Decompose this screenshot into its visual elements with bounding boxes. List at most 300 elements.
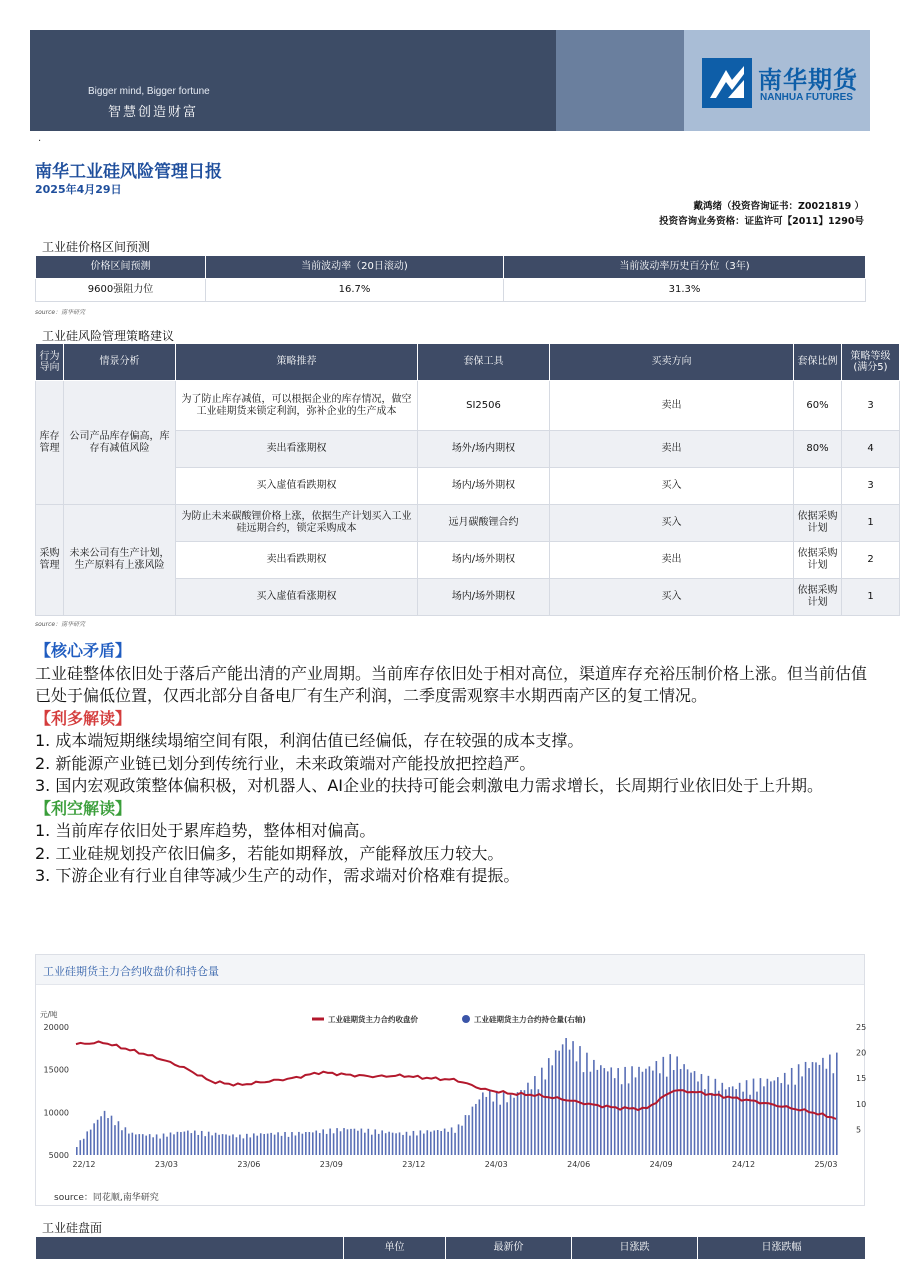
oi-bar: [718, 1091, 720, 1155]
oi-bar: [83, 1139, 85, 1155]
oi-bar: [597, 1070, 599, 1155]
tool-cell: 场内/场外期权: [418, 542, 550, 579]
oi-bar: [388, 1132, 390, 1155]
oi-bar: [694, 1071, 696, 1155]
oi-bar: [90, 1130, 92, 1155]
oi-bar: [548, 1058, 550, 1155]
oi-bar: [361, 1129, 363, 1155]
brand-name-en: NANHUA FUTURES: [760, 92, 853, 103]
oi-bar: [173, 1134, 175, 1155]
bearish-heading: 【利空解读】: [35, 798, 132, 818]
chart-plot: [36, 985, 867, 1185]
bearish-item: 3. 下游企业有行业自律等减少生产的动作，需求端对价格难有提振。: [35, 866, 520, 885]
oi-bar: [305, 1132, 307, 1155]
oi-bar: [340, 1131, 342, 1155]
oi-bar: [749, 1095, 751, 1155]
oi-bar: [409, 1136, 411, 1155]
oi-bar: [121, 1130, 123, 1155]
oi-bar: [371, 1135, 373, 1155]
x-tick-label: 23/03: [154, 1160, 178, 1169]
oi-bar: [603, 1068, 605, 1155]
bullish-item: 3. 国内宏观政策整体偏积极，对机器人、AI企业的扶持可能会刺激电力需求增长，长周期行业依旧处于上升期。: [35, 776, 824, 795]
oi-bar: [79, 1140, 81, 1155]
oi-bar: [704, 1089, 706, 1155]
oi-bar: [610, 1067, 612, 1155]
oi-bar: [631, 1066, 633, 1155]
oi-bar: [357, 1131, 359, 1155]
oi-bar: [93, 1123, 95, 1155]
bearish-item: 1. 当前库存依旧处于累库趋势，整体相对偏高。: [35, 821, 376, 840]
oi-bar: [406, 1132, 408, 1155]
table-header: 策略等级(满分5): [842, 344, 900, 381]
core-heading: 【核心矛盾】: [35, 641, 132, 660]
oi-bar: [499, 1105, 501, 1155]
oi-bar: [635, 1077, 637, 1155]
ratio-cell: [794, 468, 842, 505]
oi-bar: [721, 1083, 723, 1155]
table-cell: 9600强阻力位: [36, 279, 206, 302]
table-header: 最新价: [446, 1237, 572, 1260]
oi-bar: [298, 1132, 300, 1155]
chart-header: [36, 955, 864, 985]
oi-bar: [711, 1093, 713, 1155]
oi-bar: [558, 1051, 560, 1155]
x-tick-label: 25/03: [814, 1160, 838, 1169]
ratio-cell: 80%: [794, 431, 842, 468]
side-cell: 卖出: [550, 542, 794, 579]
oi-bar: [295, 1135, 297, 1155]
oi-bar: [819, 1065, 821, 1155]
table-header: 日涨跌幅: [698, 1237, 866, 1260]
strategy-title: 工业硅风险管理策略建议: [42, 329, 175, 343]
oi-bar: [780, 1083, 782, 1155]
oi-bar: [274, 1135, 276, 1155]
level-cell: 4: [842, 431, 900, 468]
y-axis-unit-label: 元/吨: [40, 1010, 58, 1019]
table-header: 当前波动率历史百分位（3年): [504, 256, 866, 279]
tool-cell: 远月碳酸锂合约: [418, 505, 550, 542]
chart-panel: [35, 954, 865, 1206]
nanhua-logo-icon: [702, 58, 752, 108]
oi-bar: [215, 1133, 217, 1155]
oi-bar: [420, 1130, 422, 1155]
oi-bar: [767, 1079, 769, 1155]
oi-bar: [430, 1132, 432, 1155]
oi-bar: [607, 1071, 609, 1155]
oi-bar: [770, 1081, 772, 1155]
report-title: 南华工业硅风险管理日报: [35, 162, 222, 182]
oi-bar: [118, 1121, 120, 1155]
oi-bar: [503, 1092, 505, 1155]
x-tick-label: 23/06: [237, 1160, 261, 1169]
oi-bar: [433, 1130, 435, 1155]
oi-bar: [260, 1133, 262, 1155]
oi-bar: [829, 1055, 831, 1155]
oi-bar: [364, 1133, 366, 1155]
oi-bar: [291, 1132, 293, 1155]
oi-bar: [239, 1135, 241, 1155]
oi-bar: [475, 1104, 477, 1155]
oi-bar: [76, 1147, 78, 1155]
oi-bar: [288, 1137, 290, 1155]
oi-bar: [392, 1133, 394, 1155]
oi-bar: [427, 1130, 429, 1155]
oi-bar: [784, 1073, 786, 1155]
oi-bar: [86, 1131, 88, 1155]
oi-bar: [680, 1069, 682, 1155]
market-table: [35, 1236, 866, 1260]
analyst-credential: 戴鸿绪（投资咨询证书：Z0021819 ）: [693, 201, 864, 212]
oi-bar: [572, 1041, 574, 1155]
legend-dot-swatch: [462, 1015, 470, 1023]
oi-bar: [576, 1061, 578, 1155]
oi-bar: [628, 1083, 630, 1155]
oi-bar: [538, 1089, 540, 1155]
oi-bar: [145, 1136, 147, 1155]
side-cell: 卖出: [550, 431, 794, 468]
x-tick-label: 24/09: [649, 1160, 673, 1169]
report-date: 2025年4月29日: [35, 183, 122, 196]
oi-bar: [649, 1066, 651, 1155]
table-header: 买卖方向: [550, 344, 794, 381]
strategy-cell: 为了防止库存减值，可以根据企业的库存情况，做空工业硅期货来锁定利润，弥补企业的生产成本: [176, 381, 418, 431]
banner-stripe-mid: [556, 30, 684, 131]
oi-bar: [281, 1136, 283, 1155]
report-banner: [30, 30, 870, 131]
oi-bar: [267, 1134, 269, 1155]
oi-bar: [444, 1129, 446, 1155]
oi-bar: [485, 1097, 487, 1155]
table-header: 当前波动率（20日滚动): [206, 256, 504, 279]
oi-bar: [662, 1057, 664, 1155]
oi-bar: [194, 1131, 196, 1155]
oi-bar: [715, 1079, 717, 1155]
oi-bar: [343, 1128, 345, 1155]
oi-bar: [177, 1132, 179, 1155]
x-tick-label: 24/12: [732, 1160, 756, 1169]
oi-bar: [326, 1134, 328, 1155]
oi-bar: [236, 1137, 238, 1155]
separator-dot: .: [38, 133, 42, 144]
chart-title: 工业硅期货主力合约收盘价和持仓量: [43, 965, 219, 978]
oi-bar: [104, 1111, 106, 1155]
oi-bar: [683, 1064, 685, 1155]
oi-bar: [256, 1136, 258, 1155]
oi-bar: [555, 1050, 557, 1155]
oi-bar: [506, 1102, 508, 1155]
y-right-tick-label: 15: [856, 1074, 867, 1084]
strategy-cell: 卖出看涨期权: [176, 431, 418, 468]
oi-bar: [794, 1085, 796, 1155]
oi-bar: [284, 1132, 286, 1155]
oi-bar: [354, 1129, 356, 1155]
oi-bar: [170, 1133, 172, 1155]
y-right-tick-label: 5: [856, 1125, 862, 1135]
oi-bar: [659, 1073, 661, 1155]
oi-bar: [149, 1134, 151, 1155]
side-cell: 买入: [550, 579, 794, 616]
direction-cell: 库存管理: [36, 381, 64, 505]
table-header: 单位: [344, 1237, 446, 1260]
oi-bar: [812, 1062, 814, 1155]
oi-bar: [416, 1135, 418, 1155]
oi-bar: [458, 1124, 460, 1155]
oi-bar: [180, 1132, 182, 1155]
oi-bar: [250, 1137, 252, 1155]
x-tick-label: 22/12: [72, 1160, 96, 1169]
strategy-cell: 为防止未来碳酸锂价格上涨，依据生产计划买入工业硅远期合约，锁定采购成本: [176, 505, 418, 542]
oi-bar: [551, 1065, 553, 1155]
license-info: 投资咨询业务资格：证监许可【2011】1290号: [659, 216, 864, 227]
side-cell: 买入: [550, 468, 794, 505]
y-right-tick-label: 20: [856, 1048, 867, 1058]
oi-bar: [777, 1077, 779, 1155]
oi-bar: [437, 1130, 439, 1155]
oi-bar: [201, 1131, 203, 1155]
price-range-table: [35, 255, 866, 302]
y-tick-label: 5000: [48, 1151, 69, 1160]
strategy-cell: 买入虚值看涨期权: [176, 579, 418, 616]
scenario-cell: 未来公司有生产计划，生产原料有上涨风险: [64, 505, 176, 616]
oi-bar: [461, 1126, 463, 1155]
oi-bar: [645, 1069, 647, 1155]
oi-bar: [517, 1092, 519, 1155]
level-cell: 3: [842, 468, 900, 505]
oi-bar: [395, 1133, 397, 1155]
level-cell: 1: [842, 579, 900, 616]
oi-bar: [701, 1074, 703, 1155]
tool-cell: 场外/场内期权: [418, 431, 550, 468]
oi-bar: [617, 1068, 619, 1155]
oi-bar: [399, 1132, 401, 1155]
y-tick-label: 15000: [43, 1065, 69, 1075]
table-header: 策略推荐: [176, 344, 418, 381]
oi-bar: [676, 1056, 678, 1155]
oi-bar: [413, 1131, 415, 1155]
table-header: 套保工具: [418, 344, 550, 381]
oi-bar: [184, 1132, 186, 1155]
direction-cell: 采购管理: [36, 505, 64, 616]
oi-bar: [385, 1133, 387, 1155]
oi-bar: [763, 1086, 765, 1155]
oi-bar: [347, 1129, 349, 1155]
oi-bar: [166, 1137, 168, 1155]
bullish-item: 2. 新能源产业链已划分到传统行业，未来政策端对产能投放把控趋严。: [35, 753, 536, 773]
oi-bar: [524, 1090, 526, 1155]
table-header: 套保比例: [794, 344, 842, 381]
oi-bar: [492, 1102, 494, 1155]
oi-bar: [708, 1076, 710, 1155]
oi-bar: [132, 1133, 134, 1155]
table-header: 日涨跌: [572, 1237, 698, 1260]
oi-bar: [378, 1134, 380, 1155]
oi-bar: [447, 1132, 449, 1155]
oi-bar: [454, 1133, 456, 1155]
brand-name-cn: 南华期货: [758, 66, 858, 94]
oi-bar: [791, 1068, 793, 1155]
oi-bar: [329, 1129, 331, 1155]
oi-bar: [402, 1135, 404, 1155]
analysis-section: [35, 640, 869, 888]
oi-bar: [669, 1054, 671, 1155]
oi-bar: [600, 1065, 602, 1155]
level-cell: 3: [842, 381, 900, 431]
oi-bar: [583, 1072, 585, 1155]
oi-bar: [197, 1135, 199, 1155]
oi-bar: [423, 1134, 425, 1155]
oi-bar: [666, 1077, 668, 1155]
oi-bar: [128, 1134, 130, 1155]
oi-bar: [138, 1134, 140, 1155]
oi-bar: [312, 1132, 314, 1155]
oi-bar: [243, 1138, 245, 1155]
oi-bar: [531, 1089, 533, 1155]
oi-bar: [315, 1131, 317, 1155]
oi-bar: [440, 1131, 442, 1155]
slogan-english: Bigger mind, Bigger fortune: [88, 86, 210, 97]
oi-bar: [774, 1080, 776, 1155]
oi-bar: [222, 1134, 224, 1155]
oi-bar: [319, 1133, 321, 1155]
tool-cell: 场内/场外期权: [418, 468, 550, 505]
bullish-item: 1. 成本端短期继续塌缩空间有限，利润估值已经偏低，存在较强的成本支撑。: [35, 731, 584, 750]
oi-bar: [218, 1135, 220, 1155]
oi-bar: [753, 1079, 755, 1155]
oi-bar: [652, 1071, 654, 1155]
oi-bar: [107, 1118, 109, 1155]
oi-bar: [472, 1107, 474, 1155]
oi-bar: [725, 1089, 727, 1155]
oi-bar: [746, 1080, 748, 1155]
oi-bar: [479, 1099, 481, 1155]
strategy-table: [35, 343, 900, 616]
oi-bar: [350, 1129, 352, 1155]
oi-bar: [368, 1129, 370, 1155]
oi-bar: [621, 1084, 623, 1155]
oi-bar: [822, 1058, 824, 1155]
oi-bar: [614, 1078, 616, 1155]
oi-bar: [496, 1091, 498, 1155]
oi-bar: [565, 1038, 567, 1155]
oi-bar: [253, 1133, 255, 1155]
ratio-cell: 依据采购计划: [794, 579, 842, 616]
market-title: 工业硅盘面: [42, 1221, 103, 1235]
oi-bar: [232, 1134, 234, 1155]
oi-bar: [187, 1131, 189, 1155]
level-cell: 1: [842, 505, 900, 542]
oi-bar: [111, 1116, 113, 1155]
oi-bar: [739, 1083, 741, 1155]
ratio-cell: 60%: [794, 381, 842, 431]
oi-bar: [97, 1120, 99, 1155]
table-cell: 31.3%: [504, 279, 866, 302]
oi-bar: [836, 1053, 838, 1155]
oi-bar: [208, 1132, 210, 1155]
oi-bar: [135, 1134, 137, 1155]
legend-label: 工业硅期货主力合约收盘价: [328, 1015, 418, 1024]
oi-bar: [642, 1072, 644, 1155]
oi-bar: [191, 1133, 193, 1155]
ratio-cell: 依据采购计划: [794, 542, 842, 579]
oi-bar: [451, 1127, 453, 1155]
oi-bar: [270, 1133, 272, 1155]
y-right-tick-label: 10: [856, 1099, 867, 1109]
oi-bar: [381, 1130, 383, 1155]
bullish-heading: 【利多解读】: [35, 708, 132, 728]
oi-bar: [513, 1098, 515, 1155]
oi-bar: [690, 1073, 692, 1155]
strategy-cell: 买入虚值看跌期权: [176, 468, 418, 505]
oi-bar: [760, 1078, 762, 1155]
oi-bar: [826, 1069, 828, 1155]
side-cell: 买入: [550, 505, 794, 542]
tool-cell: SI2506: [418, 381, 550, 431]
price-range-title: 工业硅价格区间预测: [42, 240, 151, 254]
oi-bar: [544, 1079, 546, 1155]
y-tick-label: 20000: [43, 1023, 69, 1032]
oi-bar: [302, 1134, 304, 1155]
bearish-item: 2. 工业硅规划投产依旧偏多，若能如期释放，产能释放压力较大。: [35, 843, 504, 863]
x-tick-label: 23/09: [319, 1160, 343, 1169]
oi-bar: [624, 1067, 626, 1155]
oi-bar: [541, 1068, 543, 1155]
oi-bar: [114, 1125, 116, 1155]
oi-bar: [125, 1127, 127, 1155]
oi-bar: [673, 1070, 675, 1155]
oi-bar: [465, 1115, 467, 1155]
oi-bar: [735, 1089, 737, 1155]
table-header: 行为导向: [36, 344, 64, 381]
oi-bar: [520, 1090, 522, 1155]
strategy-cell: 卖出看跌期权: [176, 542, 418, 579]
scenario-cell: 公司产品库存偏高，库存有减值风险: [64, 381, 176, 505]
source-note: source：南华研究: [35, 621, 86, 628]
oi-bar: [336, 1128, 338, 1155]
oi-bar: [833, 1073, 835, 1155]
slogan-chinese: 智慧创造财富: [108, 105, 199, 120]
y-right-tick-label: 25: [856, 1023, 867, 1032]
oi-bar: [309, 1132, 311, 1155]
oi-bar: [211, 1135, 213, 1155]
oi-bar: [527, 1083, 529, 1155]
core-text: 工业硅整体依旧处于落后产能出清的产业周期。当前库存依旧处于相对高位，渠道库存充裕压制价格上涨。但当前估值已处于偏低位置，仅西北部分自备电厂有生产利润，二季度需观察丰水期西南产区的复工情况。: [35, 663, 868, 705]
table-header: 情景分析: [64, 344, 176, 381]
oi-bar: [687, 1069, 689, 1155]
oi-bar: [156, 1134, 158, 1155]
table-cell: 16.7%: [206, 279, 504, 302]
oi-bar: [246, 1134, 248, 1155]
oi-bar: [590, 1072, 592, 1155]
table-header: [36, 1237, 344, 1260]
oi-bar: [100, 1116, 102, 1155]
oi-bar: [579, 1046, 581, 1155]
source-note: source：南华研究: [35, 309, 86, 316]
x-tick-label: 24/06: [567, 1160, 591, 1169]
oi-bar: [534, 1076, 536, 1155]
x-tick-label: 23/12: [402, 1160, 426, 1169]
level-cell: 2: [842, 542, 900, 579]
table-header: 价格区间预测: [36, 256, 206, 279]
legend-label: 工业硅期货主力合约持仓量(右轴): [474, 1015, 586, 1024]
oi-bar: [159, 1139, 161, 1155]
oi-bar: [277, 1132, 279, 1155]
oi-bar: [468, 1115, 470, 1155]
ratio-cell: 依据采购计划: [794, 505, 842, 542]
oi-bar: [801, 1076, 803, 1155]
oi-bar: [333, 1133, 335, 1155]
x-tick-label: 24/03: [484, 1160, 508, 1169]
y-tick-label: 10000: [43, 1108, 69, 1118]
